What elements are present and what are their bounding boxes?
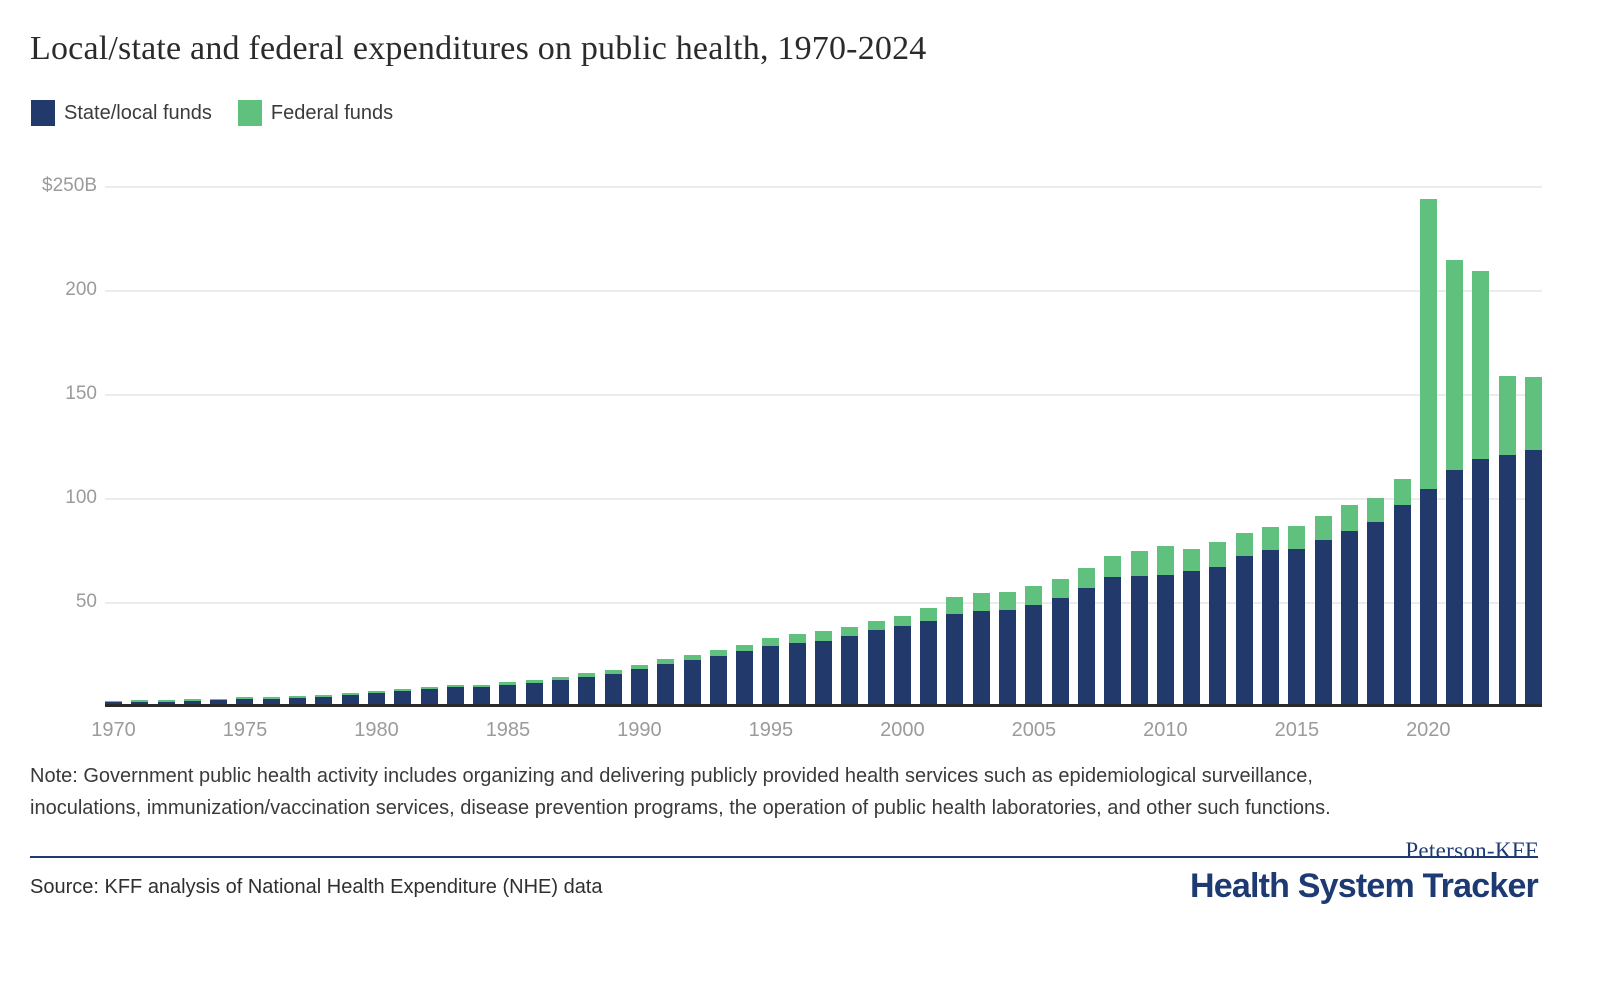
- x-tick-2015: 2015: [1274, 719, 1320, 741]
- bar-2014-federal[interactable]: [1262, 527, 1279, 550]
- bar-1996-state-local[interactable]: [789, 643, 806, 704]
- bar-2024-state-local[interactable]: [1525, 450, 1542, 704]
- bar-2021-federal[interactable]: [1446, 260, 1463, 470]
- plot-area: [105, 160, 1542, 707]
- legend-item-federal: [238, 100, 393, 126]
- bar-2023-federal[interactable]: [1499, 376, 1516, 455]
- bar-1985[interactable]: [499, 682, 516, 704]
- bar-2005[interactable]: [1025, 586, 1042, 704]
- bar-2012-state-local[interactable]: [1209, 567, 1226, 704]
- bar-2002[interactable]: [946, 597, 963, 704]
- bar-2010-state-local[interactable]: [1157, 575, 1174, 704]
- y-tick-50: 50: [75, 591, 97, 612]
- bar-2019-federal[interactable]: [1394, 479, 1411, 505]
- bar-2006[interactable]: [1052, 579, 1069, 704]
- bar-1997[interactable]: [815, 631, 832, 704]
- x-tick-1970: 1970: [91, 719, 136, 741]
- bar-1981[interactable]: [394, 689, 411, 704]
- x-tick-2005: 2005: [1011, 719, 1057, 741]
- bar-1986-state-local[interactable]: [526, 683, 543, 704]
- bar-2023-state-local[interactable]: [1499, 455, 1516, 704]
- bar-2014[interactable]: [1262, 527, 1279, 704]
- bar-1996[interactable]: [789, 634, 806, 704]
- bar-2000[interactable]: [894, 616, 911, 704]
- bar-2007-federal[interactable]: [1078, 568, 1095, 588]
- bar-2001[interactable]: [920, 608, 937, 704]
- bar-2005-federal[interactable]: [1025, 586, 1042, 605]
- bar-1989-state-local[interactable]: [605, 674, 622, 704]
- logo-health-system-tracker: Health System Tracker: [1190, 867, 1538, 905]
- bar-2011[interactable]: [1183, 549, 1200, 704]
- bar-1997-state-local[interactable]: [815, 641, 832, 704]
- note-line-2: inoculations, immunization/vaccination services, disease prevention programs, the operation of public health laboratories, and other such functions.: [30, 797, 1331, 819]
- bar-1997-federal[interactable]: [815, 631, 832, 640]
- bar-1991[interactable]: [657, 659, 674, 704]
- y-tick-200: 200: [65, 279, 97, 300]
- bar-1994-state-local[interactable]: [736, 651, 753, 704]
- bar-1995[interactable]: [762, 638, 779, 704]
- gridline-250: [105, 186, 1542, 188]
- bar-2013[interactable]: [1236, 533, 1253, 704]
- legend-item-state-local: [31, 100, 212, 126]
- bar-2012-federal[interactable]: [1209, 542, 1226, 567]
- bar-2011-state-local[interactable]: [1183, 571, 1200, 704]
- bar-1986[interactable]: [526, 680, 543, 704]
- state-local-swatch-icon: [31, 100, 55, 126]
- bar-1983[interactable]: [447, 685, 464, 704]
- bar-2003-federal[interactable]: [973, 593, 990, 612]
- bar-1982-state-local[interactable]: [421, 689, 438, 704]
- x-tick-2000: 2000: [880, 719, 925, 741]
- bar-2020-federal[interactable]: [1420, 199, 1437, 489]
- bar-2010-federal[interactable]: [1157, 546, 1174, 575]
- source-text: Source: KFF analysis of National Health Expenditure (NHE) data: [30, 876, 603, 898]
- bar-2017-state-local[interactable]: [1341, 531, 1358, 704]
- x-axis-line: [105, 704, 1542, 707]
- bar-1998[interactable]: [841, 627, 858, 704]
- peterson-kff-logo: [1190, 838, 1538, 906]
- bar-1990[interactable]: [631, 665, 648, 704]
- bar-1979-state-local[interactable]: [342, 695, 359, 704]
- gridline-200: [105, 290, 1542, 292]
- bar-2021[interactable]: [1446, 260, 1463, 704]
- bar-1993-state-local[interactable]: [710, 656, 727, 704]
- bar-2015-federal[interactable]: [1288, 526, 1305, 549]
- bar-1977[interactable]: [289, 696, 306, 704]
- x-tick-2010: 2010: [1143, 719, 1188, 741]
- bar-2013-state-local[interactable]: [1236, 556, 1253, 704]
- bar-2022[interactable]: [1472, 271, 1489, 704]
- bar-1981-state-local[interactable]: [394, 691, 411, 704]
- bar-2001-state-local[interactable]: [920, 621, 937, 704]
- y-tick-250: $250B: [42, 175, 97, 196]
- legend: [31, 100, 393, 126]
- bar-2022-federal[interactable]: [1472, 271, 1489, 458]
- bar-1992[interactable]: [684, 655, 701, 704]
- bar-1992-state-local[interactable]: [684, 660, 701, 704]
- logo-peterson-kff: Peterson-KFF: [1405, 838, 1538, 863]
- bar-2002-federal[interactable]: [946, 597, 963, 614]
- bar-2013-federal[interactable]: [1236, 533, 1253, 556]
- bar-2008-state-local[interactable]: [1104, 577, 1121, 704]
- bar-1995-state-local[interactable]: [762, 646, 779, 704]
- bar-1984[interactable]: [473, 685, 490, 704]
- bar-2001-federal[interactable]: [920, 608, 937, 620]
- bar-1975[interactable]: [236, 697, 253, 704]
- bar-2000-federal[interactable]: [894, 616, 911, 626]
- bar-2003-state-local[interactable]: [973, 611, 990, 704]
- bar-2018-federal[interactable]: [1367, 498, 1384, 522]
- bar-1987-state-local[interactable]: [552, 680, 569, 704]
- bar-2003[interactable]: [973, 593, 990, 704]
- bar-1999-state-local[interactable]: [868, 630, 885, 704]
- bar-2018-state-local[interactable]: [1367, 522, 1384, 704]
- bar-2016-federal[interactable]: [1315, 516, 1332, 540]
- y-tick-100: 100: [65, 487, 97, 508]
- bar-2023[interactable]: [1499, 376, 1516, 704]
- x-tick-1990: 1990: [617, 719, 662, 741]
- note-text: [30, 760, 1550, 824]
- bar-2020[interactable]: [1420, 199, 1437, 704]
- x-tick-1985: 1985: [485, 719, 531, 741]
- bar-1998-state-local[interactable]: [841, 636, 858, 704]
- bar-2018[interactable]: [1367, 498, 1384, 704]
- x-tick-1995: 1995: [748, 719, 794, 741]
- gridline-100: [105, 498, 1542, 500]
- bar-1978-state-local[interactable]: [315, 697, 332, 704]
- bar-2005-state-local[interactable]: [1025, 605, 1042, 704]
- bar-2017[interactable]: [1341, 505, 1358, 704]
- bar-1993[interactable]: [710, 650, 727, 704]
- bar-2008[interactable]: [1104, 556, 1121, 704]
- bar-2024[interactable]: [1525, 377, 1542, 704]
- gridline-150: [105, 394, 1542, 396]
- bar-2019[interactable]: [1394, 479, 1411, 704]
- note-line-1: Note: Government public health activity includes organizing and delivering publicly provided health services such as epidemiological surveillance,: [30, 765, 1313, 787]
- bar-2004-state-local[interactable]: [999, 610, 1016, 704]
- bar-1980[interactable]: [368, 691, 385, 704]
- page-title: Local/state and federal expenditures on public health, 1970-2024: [30, 30, 927, 67]
- bar-1994[interactable]: [736, 645, 753, 704]
- bar-2006-state-local[interactable]: [1052, 598, 1069, 704]
- bar-2004[interactable]: [999, 592, 1016, 704]
- bar-2017-federal[interactable]: [1341, 505, 1358, 531]
- bar-1999[interactable]: [868, 621, 885, 704]
- bar-2002-state-local[interactable]: [946, 614, 963, 704]
- y-tick-150: 150: [65, 383, 97, 404]
- bar-1987[interactable]: [552, 677, 569, 704]
- x-tick-2020: 2020: [1406, 719, 1451, 741]
- bar-1988-state-local[interactable]: [578, 677, 595, 704]
- bar-2024-federal[interactable]: [1525, 377, 1542, 450]
- legend-label-federal: Federal funds: [270, 101, 394, 124]
- bar-2007-state-local[interactable]: [1078, 588, 1095, 704]
- bar-1976[interactable]: [263, 697, 280, 704]
- bar-2021-state-local[interactable]: [1446, 470, 1463, 704]
- bar-1984-state-local[interactable]: [473, 687, 490, 704]
- x-tick-1980: 1980: [354, 719, 399, 741]
- bar-2010[interactable]: [1157, 546, 1174, 704]
- bar-1979[interactable]: [342, 693, 359, 704]
- bar-2009-federal[interactable]: [1131, 551, 1148, 576]
- bar-2016-state-local[interactable]: [1315, 540, 1332, 704]
- bar-1998-federal[interactable]: [841, 627, 858, 636]
- bar-1985-state-local[interactable]: [499, 685, 516, 704]
- x-tick-1975: 1975: [222, 719, 268, 741]
- bar-2000-state-local[interactable]: [894, 626, 911, 704]
- bar-1989[interactable]: [605, 670, 622, 704]
- legend-label-state-local: State/local funds: [64, 101, 212, 124]
- bar-2022-state-local[interactable]: [1472, 459, 1489, 704]
- bar-2012[interactable]: [1209, 542, 1226, 704]
- bar-1988[interactable]: [578, 673, 595, 704]
- bar-2009-state-local[interactable]: [1131, 576, 1148, 704]
- bar-1996-federal[interactable]: [789, 634, 806, 642]
- bar-1990-state-local[interactable]: [631, 669, 648, 704]
- federal-swatch-icon: [238, 100, 262, 126]
- bar-2014-state-local[interactable]: [1262, 550, 1279, 704]
- bar-1991-state-local[interactable]: [657, 664, 674, 704]
- bar-1980-state-local[interactable]: [368, 693, 385, 704]
- bar-2019-state-local[interactable]: [1394, 505, 1411, 704]
- bar-1983-state-local[interactable]: [447, 687, 464, 704]
- bar-2015[interactable]: [1288, 526, 1305, 704]
- bar-2020-state-local[interactable]: [1420, 489, 1437, 704]
- bar-2016[interactable]: [1315, 516, 1332, 704]
- bar-2011-federal[interactable]: [1183, 549, 1200, 571]
- bar-2006-federal[interactable]: [1052, 579, 1069, 598]
- bar-2007[interactable]: [1078, 568, 1095, 704]
- bar-1982[interactable]: [421, 687, 438, 704]
- bar-2015-state-local[interactable]: [1288, 549, 1305, 704]
- bar-1978[interactable]: [315, 695, 332, 704]
- bar-1999-federal[interactable]: [868, 621, 885, 630]
- bar-2008-federal[interactable]: [1104, 556, 1121, 577]
- bar-2004-federal[interactable]: [999, 592, 1016, 611]
- bar-2009[interactable]: [1131, 551, 1148, 704]
- bar-1995-federal[interactable]: [762, 638, 779, 645]
